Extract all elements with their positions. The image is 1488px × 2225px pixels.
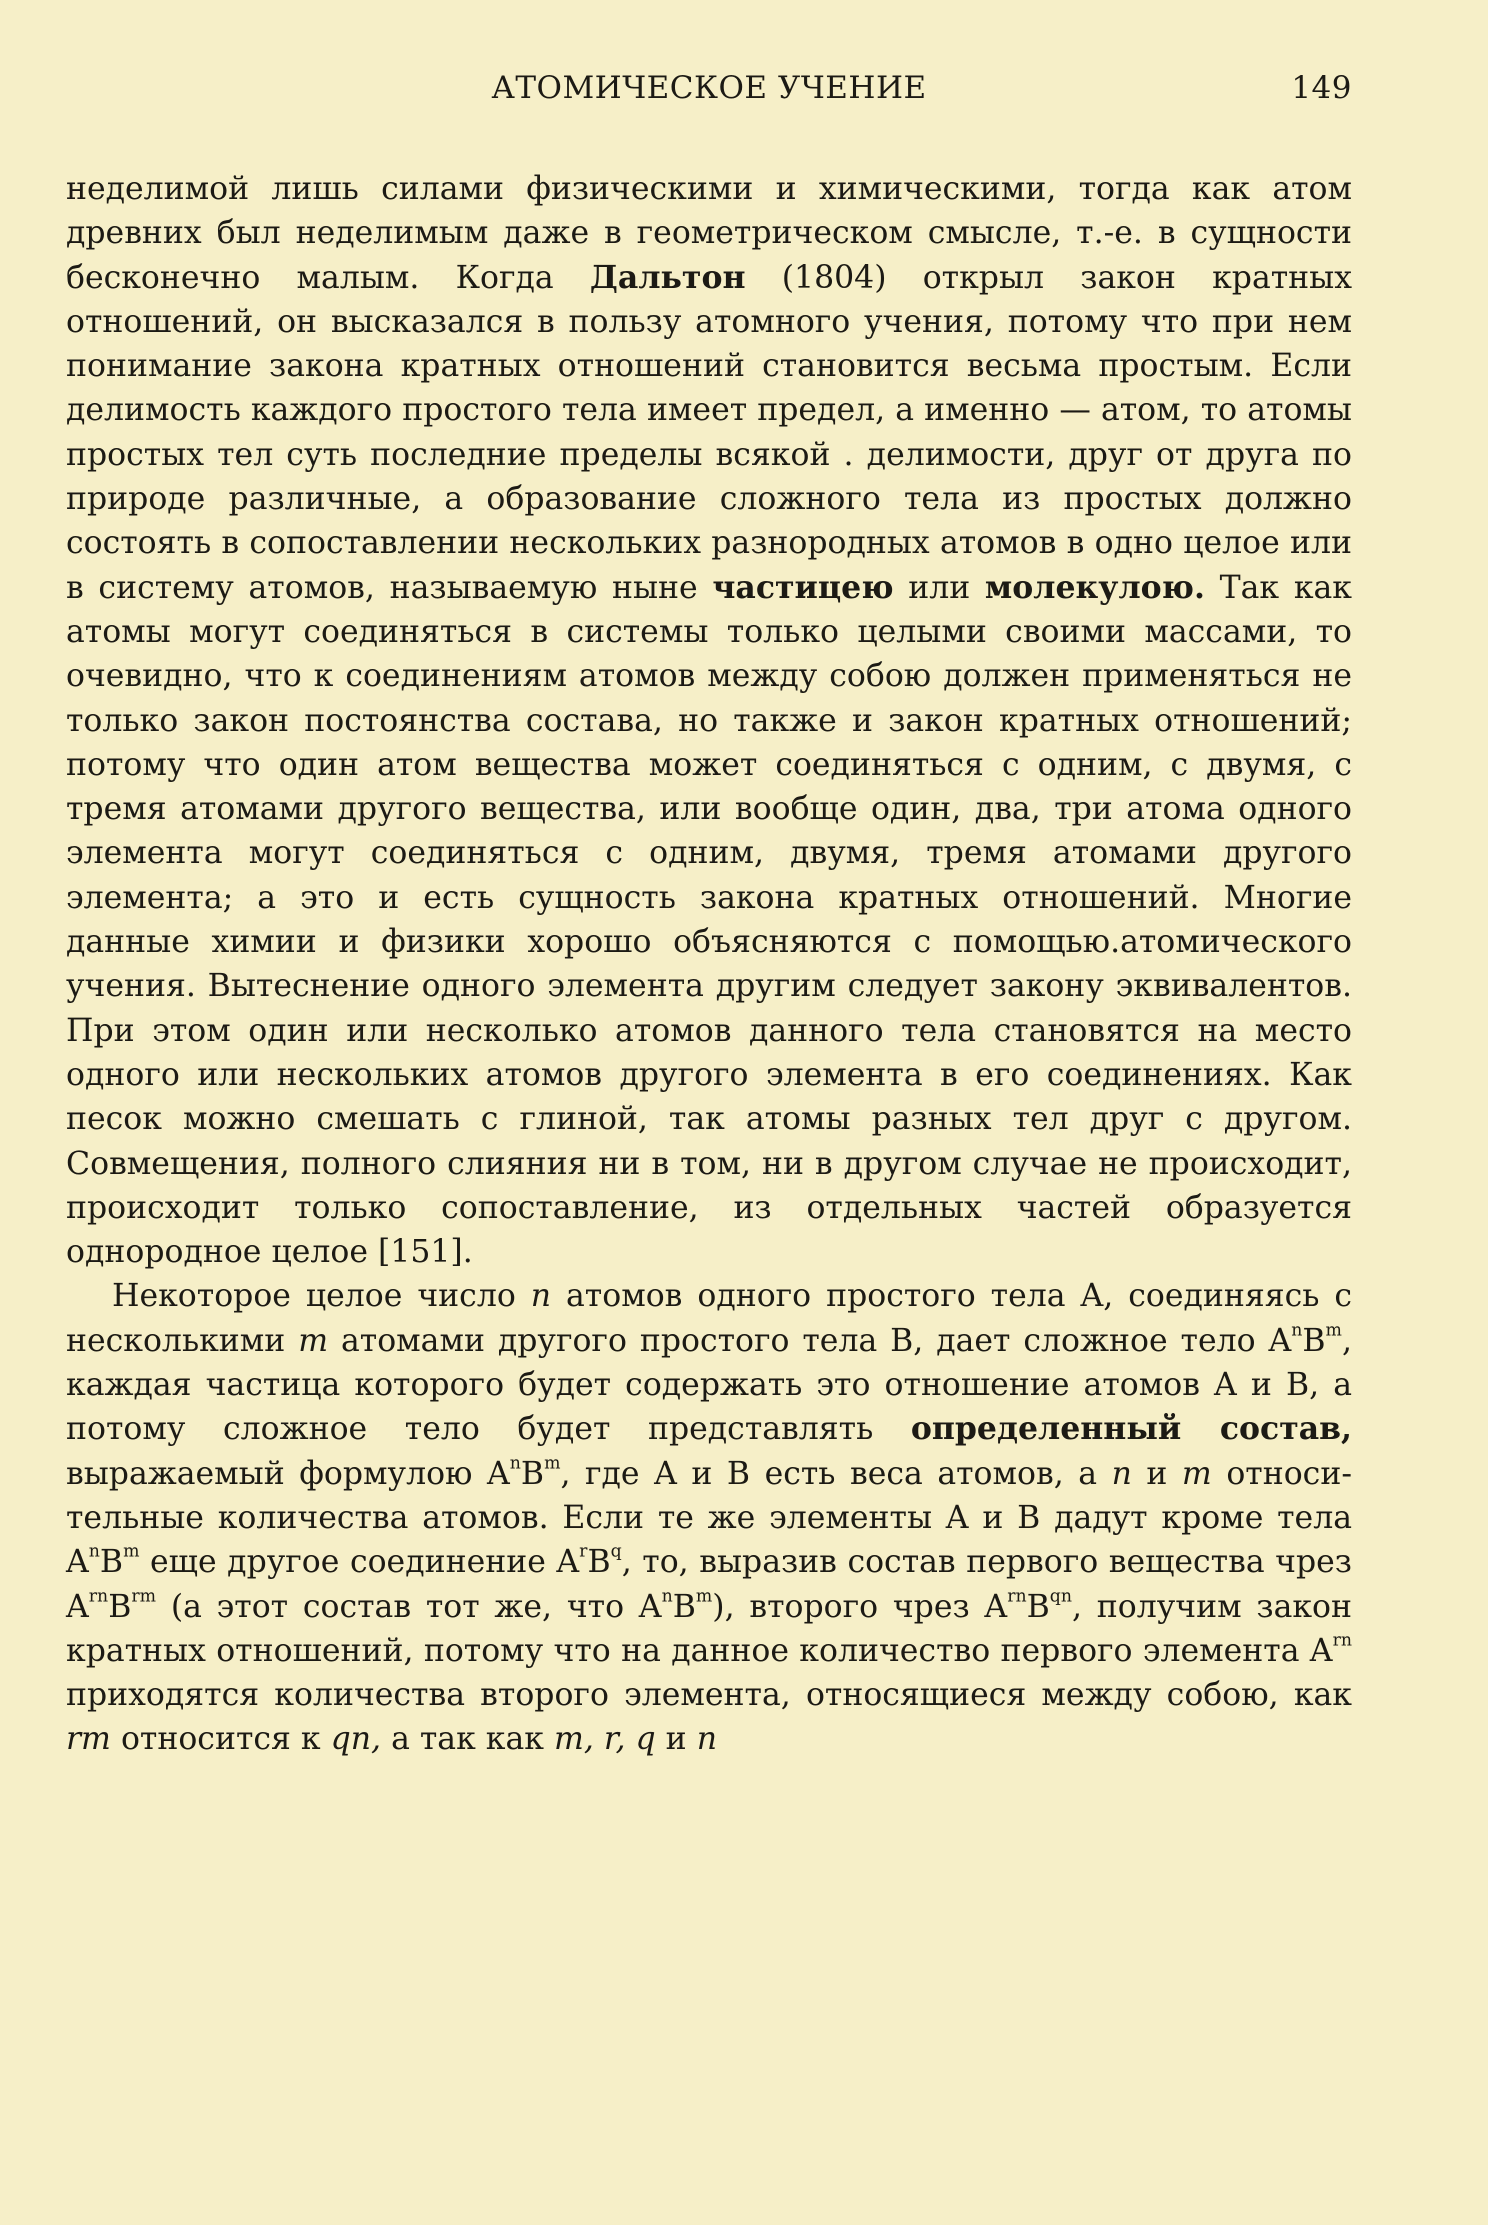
text-span: B bbox=[1026, 1588, 1050, 1625]
text-span: , каждая частица которого будет содержать это отношение атомов A и B, а потому сложное тело будет представлять bbox=[66, 1322, 1352, 1448]
superscript: qn bbox=[1049, 1585, 1073, 1606]
text-span: приходятся количества второго элемента, относящиеся между собою, как bbox=[66, 1677, 1352, 1714]
bold-term-particle: частицею bbox=[712, 568, 894, 606]
paragraph-1 bbox=[66, 167, 1352, 1274]
superscript: m bbox=[123, 1541, 140, 1562]
text-span: относится к bbox=[110, 1721, 331, 1758]
italic-var: m bbox=[298, 1322, 329, 1359]
text-span: B bbox=[587, 1544, 611, 1581]
text-span: ), второго чрез A bbox=[712, 1588, 1008, 1625]
italic-var: rm bbox=[66, 1721, 111, 1758]
superscript: rm bbox=[131, 1585, 157, 1606]
text-span: Так как атомы могут соединяться в системы только целыми своими массами, то очевидно, что к соединениям атомов между собою должен применяться не только закон постоянства состава, но также и закон кратных отношений; потому что один атом вещества может соединяться с одним, с двумя, с тремя атомами другого вещества, или вообще один, два, три атома одного элемента могут соединяться с одним, двумя, тремя атомами другого элемента; а это и есть сущность закона кратных отношений. Многие данные химии и физики хорошо объясняются с помощью.атомического учения. Вытеснение одного элемента другим следует закону эквивалентов. При этом один или несколько атомов данного тела становятся на место одного или нескольких атомов другого элемента в его соединениях. Как песок можно смешать с глиной, так атомы разных тел друг с другом. Совмещения, полного слияния ни в том, ни в другом случае не происходит, происходит только сопоставление, из отдельных частей образуется однородное целое [151]. bbox=[66, 569, 1352, 1271]
text-span: еще другое соединение A bbox=[139, 1544, 580, 1581]
text-span: B bbox=[672, 1588, 696, 1625]
text-span: Некоторое целое число bbox=[112, 1278, 531, 1315]
text-span: , где A и B есть веса атомов, а bbox=[560, 1455, 1112, 1492]
bold-term-dalton: Дальтон bbox=[589, 258, 746, 296]
text-span: и bbox=[655, 1721, 697, 1758]
superscript: n bbox=[661, 1585, 673, 1606]
text-span: относительные количества атомов. Если те же элементы A и B дадут кроме тела A bbox=[66, 1455, 1352, 1581]
italic-var: qn, bbox=[330, 1721, 382, 1758]
superscript: rn bbox=[1332, 1630, 1352, 1651]
text-span: B bbox=[108, 1588, 132, 1625]
page-number: 149 bbox=[1291, 70, 1352, 106]
italic-var: m bbox=[1181, 1455, 1212, 1492]
italic-var: n bbox=[1111, 1455, 1132, 1492]
text-span: , то, выразив состав первого вещества чрез A bbox=[66, 1544, 1352, 1625]
page-header bbox=[66, 70, 1352, 120]
text-span: B bbox=[1302, 1322, 1326, 1359]
text-span: B bbox=[520, 1455, 545, 1492]
superscript: m bbox=[695, 1585, 713, 1606]
text-span: выражаемый формулою A bbox=[66, 1455, 510, 1492]
superscript: n bbox=[509, 1453, 521, 1474]
text-span: и bbox=[1131, 1455, 1182, 1492]
superscript: q bbox=[610, 1541, 622, 1562]
superscript: m bbox=[1325, 1320, 1342, 1341]
text-span: (1804) открыл закон кратных отношений, он высказался в пользу атомного учения, потому что при нем понимание закона кратных отношений становится весьма простым. Если делимость каждого простого тела имеет предел, а именно — атом, то атомы простых тел суть последние пределы всякой . делимости, друг от друга по природе различные, а образование сложного тела из простых должно состоять в сопоставлении нескольких разнородных атомов в одно целое или в систему атомов, называемую ныне bbox=[66, 259, 1352, 606]
italic-var: n bbox=[696, 1721, 717, 1758]
italic-var: q bbox=[635, 1721, 656, 1758]
body-text bbox=[66, 167, 1352, 1762]
superscript: rn bbox=[1007, 1585, 1027, 1606]
text-span: атомами другого простого тела B, дает сложное тело A bbox=[328, 1322, 1292, 1359]
bold-term-molecule: молекулою. bbox=[984, 568, 1205, 606]
running-title: АТОМИЧЕСКОЕ УЧЕНИЕ bbox=[491, 70, 927, 106]
text-span: (а этот состав тот же, что A bbox=[156, 1588, 662, 1625]
text-span: неделимой лишь силами физическими и химическими, тогда как атом древних был неделимым даже в геометрическом смысле, т.-е. в сущности бесконечно малым. Когда bbox=[66, 171, 1352, 296]
text-span: а так как bbox=[381, 1721, 554, 1758]
italic-var: m, bbox=[553, 1721, 594, 1758]
italic-var: r, bbox=[603, 1721, 626, 1758]
superscript: m bbox=[544, 1453, 561, 1474]
superscript: r bbox=[579, 1541, 588, 1562]
superscript: n bbox=[88, 1541, 100, 1562]
text-span: B bbox=[99, 1544, 124, 1581]
text-span: атомов одного простого тела A, соединяясь с несколькими bbox=[66, 1278, 1352, 1359]
italic-var: n bbox=[530, 1278, 552, 1315]
text-span: или bbox=[893, 569, 985, 606]
paragraph-2 bbox=[66, 1274, 1352, 1761]
superscript: n bbox=[1291, 1320, 1303, 1341]
bold-term-definite-composition: определенный состав, bbox=[910, 1410, 1353, 1448]
text-span: , получим закон кратных отношений, потому что на данное количество первого элемента A bbox=[66, 1588, 1352, 1669]
superscript: rn bbox=[88, 1585, 109, 1606]
